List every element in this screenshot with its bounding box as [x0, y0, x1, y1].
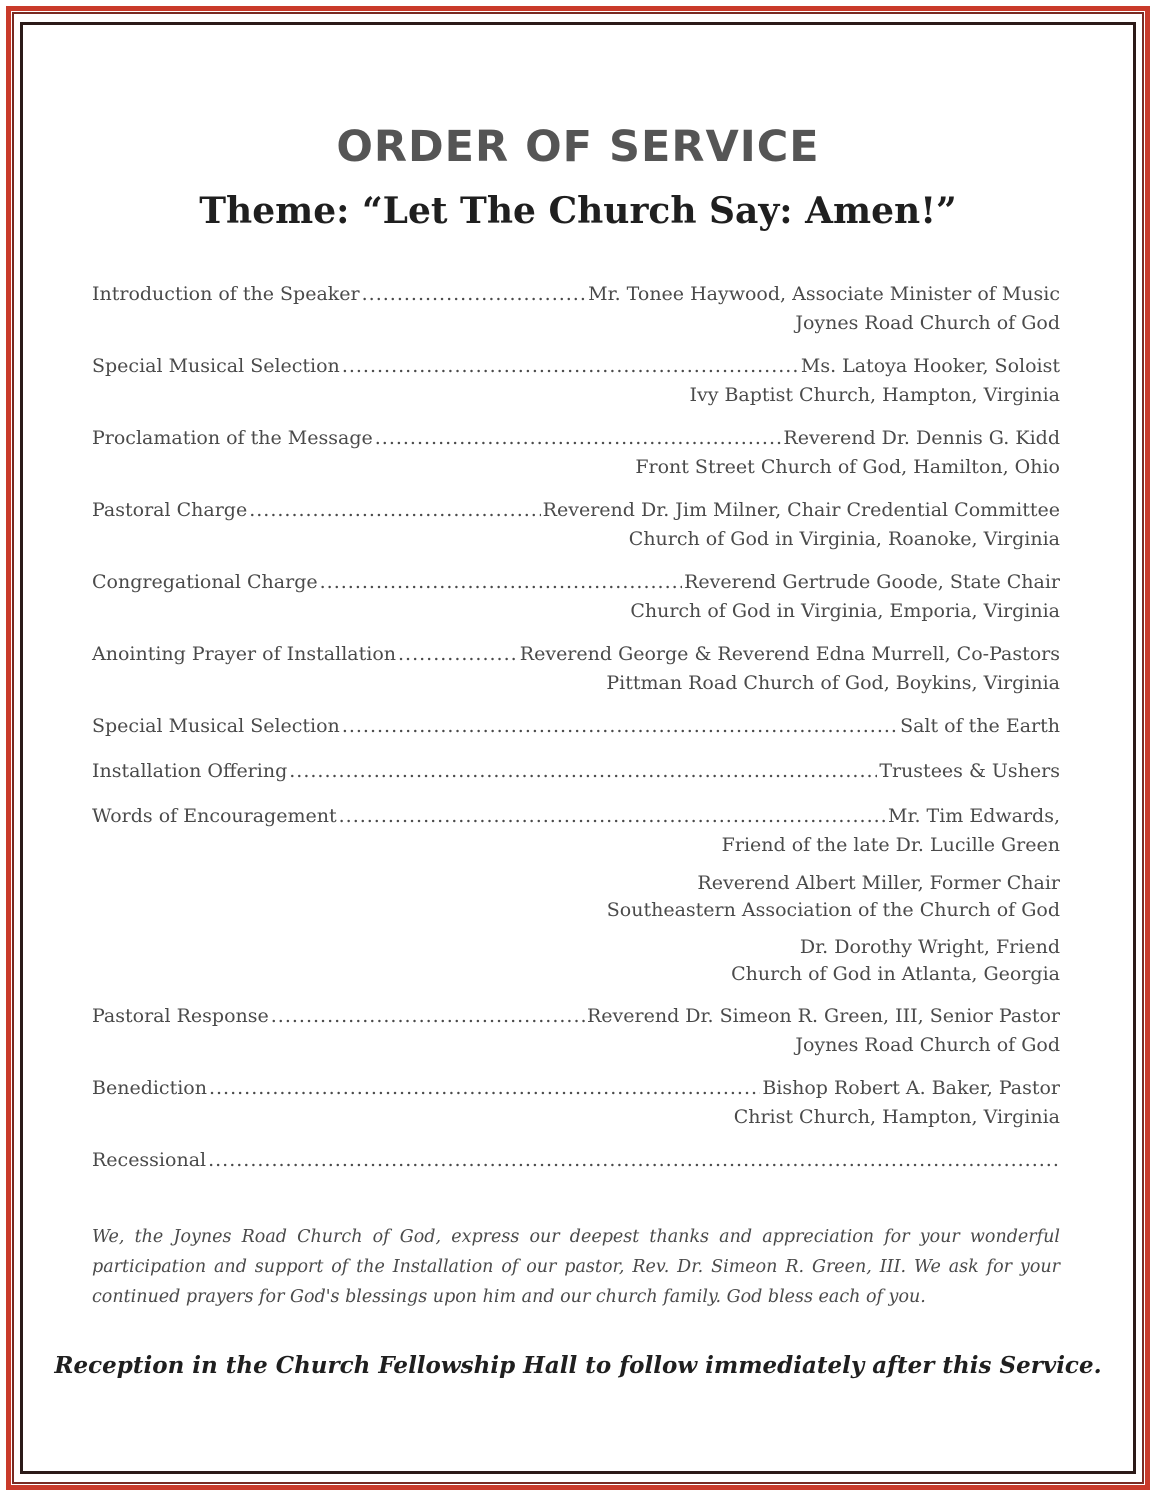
- program-item-affiliation: Church of God in Virginia, Roanoke, Virginia: [628, 528, 1060, 550]
- reception-notice: Reception in the Church Fellowship Hall to follow immediately after this Service.: [54, 1352, 1102, 1379]
- leader-dots: [342, 352, 799, 381]
- program-item-label: Congregational Charge: [92, 571, 318, 593]
- program-list: [92, 280, 1060, 1189]
- program-item-value: Bishop Robert A. Baker, Pastor: [762, 1077, 1060, 1099]
- leader-dots: [375, 424, 782, 453]
- speaker-name: Reverend Albert Miller, Former Chair: [697, 872, 1060, 894]
- program-item: [92, 1002, 1060, 1060]
- program-item-label: Benediction: [92, 1077, 207, 1099]
- program-item: [92, 640, 1060, 698]
- program-item-value: Reverend Gertrude Goode, State Chair: [684, 571, 1060, 593]
- additional-speaker: [92, 934, 1060, 988]
- leader-dots: [271, 1002, 585, 1031]
- program-item: [92, 1074, 1060, 1132]
- program-item-label: Pastoral Response: [92, 1005, 269, 1027]
- program-item-label: Introduction of the Speaker: [92, 283, 360, 305]
- program-item-value: Reverend Dr. Dennis G. Kidd: [783, 427, 1060, 449]
- program-item: [92, 280, 1060, 338]
- leader-dots: [362, 280, 587, 309]
- leader-dots: [249, 496, 540, 525]
- program-item-value: Ms. Latoya Hooker, Soloist: [800, 355, 1060, 377]
- program-item-label: Recessional: [92, 1149, 207, 1171]
- program-item: [92, 424, 1060, 482]
- program-item-value: Trustees & Ushers: [879, 760, 1060, 782]
- program-item-affiliation: Christ Church, Hampton, Virginia: [733, 1106, 1060, 1128]
- program-item: [92, 757, 1060, 786]
- program-item-affiliation: Church of God in Virginia, Emporia, Virginia: [630, 600, 1060, 622]
- program-item-affiliation: Friend of the late Dr. Lucille Green: [721, 834, 1060, 856]
- leader-dots: [320, 568, 682, 597]
- leader-dots: [289, 757, 877, 786]
- program-item-affiliation: Pittman Road Church of God, Boykins, Virginia: [606, 672, 1060, 694]
- program-item-value: Reverend Dr. Simeon R. Green, III, Senior Pastor: [586, 1005, 1060, 1027]
- speaker-name: Dr. Dorothy Wright, Friend: [799, 936, 1060, 958]
- program-item-label: Pastoral Charge: [92, 499, 248, 521]
- program-item-affiliation: Joynes Road Church of God: [795, 1034, 1060, 1056]
- program-item-label: Special Musical Selection: [92, 715, 340, 737]
- thank-you-note: We, the Joynes Road Church of God, express our deepest thanks and appreciation for your wonderful participation and support of the Installation of our pastor, Rev. Dr. Simeon R. Green, III. We ask for your continued prayers for God's blessings upon him and our church family. God bless each of you.: [92, 1227, 1060, 1307]
- program-item-affiliation: Front Street Church of God, Hamilton, Ohio: [635, 456, 1060, 478]
- program-item: [92, 568, 1060, 626]
- program-item-label: Words of Encouragement: [92, 805, 337, 827]
- program-item-value: Salt of the Earth: [900, 715, 1060, 737]
- program-item: [92, 1146, 1060, 1175]
- leader-dots: [208, 1146, 1058, 1175]
- program-item-label: Anointing Prayer of Installation: [92, 643, 396, 665]
- program-item-affiliation: Joynes Road Church of God: [795, 312, 1060, 334]
- program-item: [92, 712, 1060, 741]
- program-item-label: Installation Offering: [92, 760, 288, 782]
- program-item-value: Mr. Tim Edwards,: [888, 805, 1060, 827]
- program-item-value: Reverend George & Reverend Edna Murrell, Co-Pastors: [519, 643, 1060, 665]
- program-item-label: Special Musical Selection: [92, 355, 340, 377]
- program-item-value: Mr. Tonee Haywood, Associate Minister of Music: [588, 283, 1060, 305]
- leader-dots: [339, 802, 886, 831]
- program-item-label: Proclamation of the Message: [92, 427, 373, 449]
- speaker-affiliation: Church of God in Atlanta, Georgia: [731, 963, 1060, 985]
- program-item: [92, 802, 1060, 988]
- additional-speaker: [92, 870, 1060, 924]
- program-item-value: Reverend Dr. Jim Milner, Chair Credential Committee: [542, 499, 1060, 521]
- program-item: [92, 352, 1060, 410]
- leader-dots: [209, 1074, 760, 1103]
- theme-heading: Theme: “Let The Church Say: Amen!”: [199, 190, 957, 232]
- leader-dots: [342, 712, 898, 741]
- program-item: [92, 496, 1060, 554]
- page-title: ORDER OF SERVICE: [336, 122, 820, 172]
- leader-dots: [398, 640, 518, 669]
- speaker-affiliation: Southeastern Association of the Church of God: [606, 899, 1060, 921]
- program-item-affiliation: Ivy Baptist Church, Hampton, Virginia: [689, 384, 1060, 406]
